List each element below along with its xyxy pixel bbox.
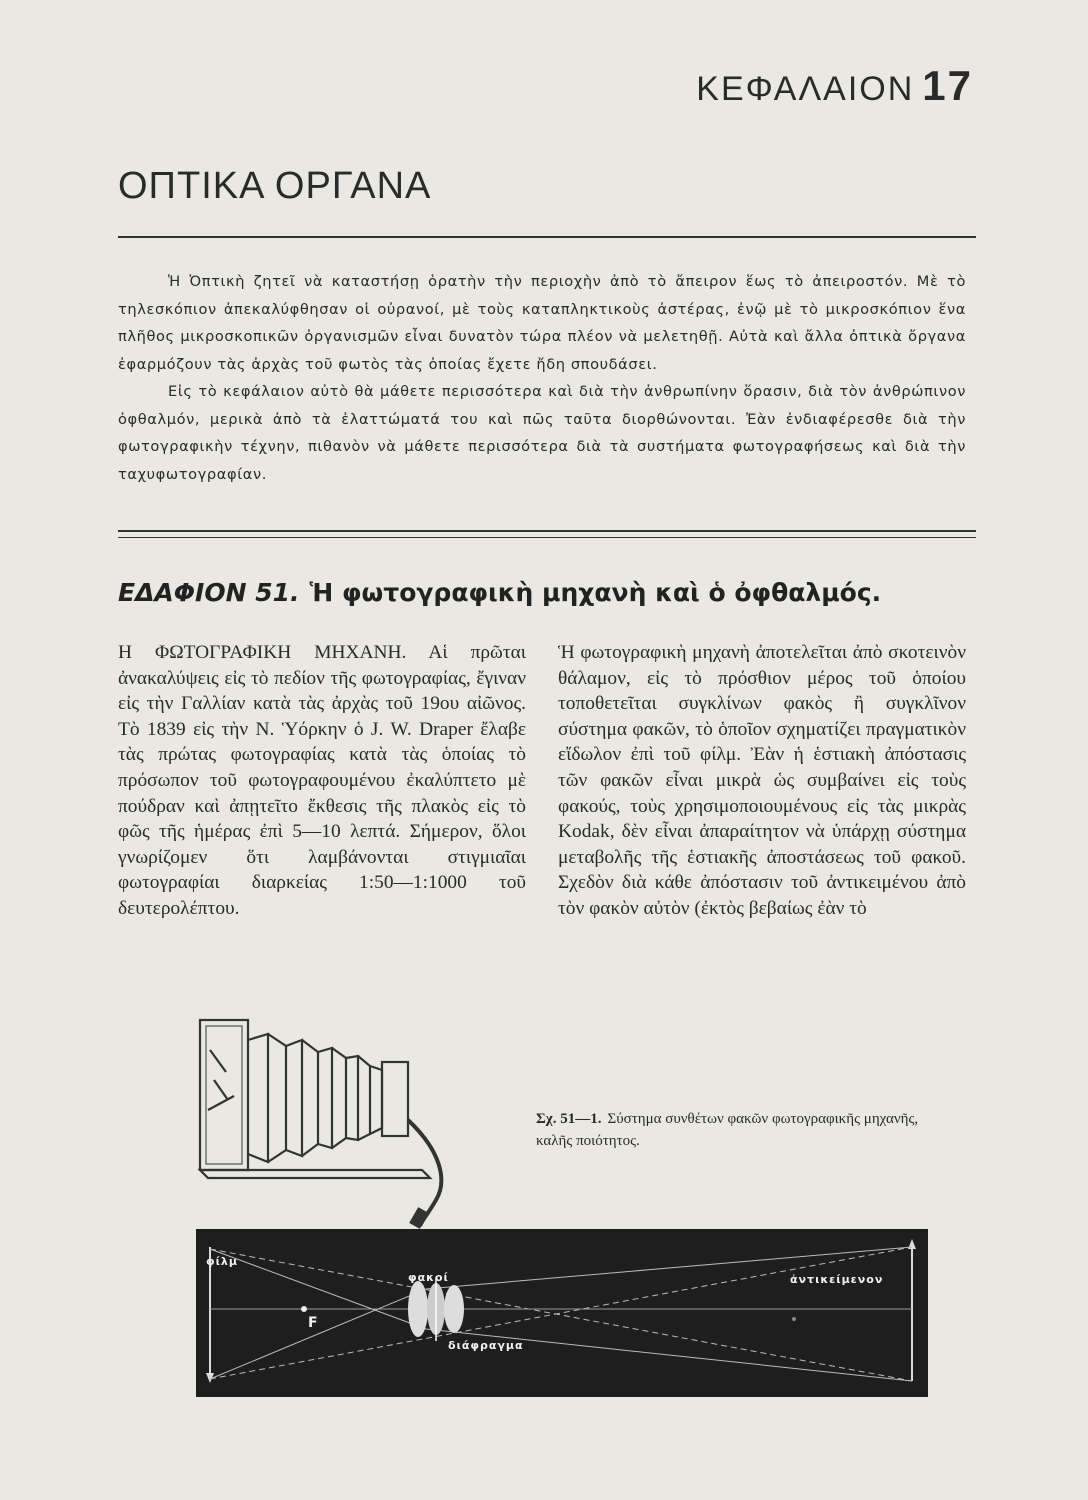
label-diaphragm: διάφραγμα	[448, 1339, 524, 1352]
section-label: ΕΔΑΦΙΟΝ 51.	[118, 578, 300, 607]
intro-text	[118, 268, 966, 488]
section-heading	[118, 578, 881, 607]
chapter-label: ΚΕΦΑΛΑΙΟΝ	[696, 70, 915, 108]
divider-middle-2	[118, 537, 976, 538]
section-title: Ἡ φωτογραφικὴ μηχανὴ καὶ ὁ ὀφθαλμός.	[309, 578, 882, 607]
label-object: ἀντικείμενον	[790, 1273, 884, 1286]
caption-text: Σύστημα συνθέτων φακῶν φωτογραφικῆς μηχανῆς, καλῆς ποιότητος.	[536, 1111, 919, 1149]
divider-top	[118, 236, 976, 238]
chapter-number: 17	[922, 62, 973, 109]
intro-paragraph-2: Εἰς τὸ κεφάλαιον αὐτὸ θὰ μάθετε περισσότερα καὶ διὰ τὴν ἀνθρωπίνην ὅρασιν, διὰ τὸν ἀνθρώπινον ὀφθαλμόν, μερικὰ ἀπὸ τὰ ἐλαττώματά του καὶ πῶς ταῦτα διορθώνονται. Ἐὰν ἐνδιαφέρεσθε διὰ τὴν φωτογραφικὴν τέχνην, πιθανὸν νὰ μάθετε περισσότερα διὰ τὰ συστήματα φωτογραφήσεως καὶ διὰ τὴν ταχυφωτογραφίαν.	[118, 383, 966, 483]
label-film: φίλμ	[206, 1255, 238, 1268]
chapter-title: ΟΠΤΙΚΑ ΟΡΓΑΝΑ	[118, 165, 432, 207]
intro-paragraph-1: Ἡ Ὀπτικὴ ζητεῖ νὰ καταστήσῃ ὁρατὴν τὴν περιοχὴν ἀπὸ τὸ ἄπειρον ἕως τὸ ἀπειροστόν. Μὲ τὸ τηλεσκόπιον ἀπεκαλύφθησαν οἱ οὐρανοί, μὲ τοὺς καταπληκτικοὺς ἀστέρας, ἐνῷ μὲ τὸ μικροσκόπιον ἕνα πλῆθος μικροσκοπικῶν ὀργανισμῶν εἶναι δυνατὸν τώρα πλέον νὰ μελετηθῇ. Αὐτὰ καὶ ἄλλα ὀπτικὰ ὄργανα ἐφαρμόζουν τὰς ἀρχὰς τοῦ φωτὸς τὰς ὁποίας ἔχετε ἤδη σπουδάσει.	[118, 273, 966, 373]
ray-3	[210, 1289, 426, 1379]
label-focus: F	[308, 1315, 319, 1331]
body-column-right	[558, 640, 966, 922]
body-column-left	[118, 640, 526, 922]
caption-label: Σχ. 51—1.	[536, 1111, 602, 1127]
lens-ray-diagram	[196, 1229, 928, 1397]
label-lenses: φακοί	[408, 1271, 449, 1284]
chapter-heading	[696, 62, 973, 110]
lens-group	[408, 1277, 464, 1341]
divider-middle-1	[118, 530, 976, 532]
bellows-camera-illustration	[190, 1010, 450, 1230]
figure-caption	[536, 1108, 956, 1152]
body-text-left: Η ΦΩΤΟΓΡΑΦΙΚΗ ΜΗΧΑΝΗ. Αἱ πρῶται ἀνακαλύψεις εἰς τὸ πεδίον τῆς φωτογραφίας, ἔγιναν εἰς τὴν Γαλλίαν κατὰ τὰς ἀρχὰς τοῦ 19ου αἰῶνος. Τὸ 1839 εἰς τὴν Ν. Ὑόρκην ὁ J. W. Draper ἔλαβε τὰς πρώτας φωτογραφίας κατὰ τὰς ὁποίας τὸ πρόσωπον τοῦ φωτογραφουμένου ἐκαλύπτετο μὲ πούδραν καὶ ἀπῃτεῖτο ἔκθεσις τῆς πλακὸς εἰς τὸ φῶς τῆς ἡμέρας ἐπὶ 5—10 λεπτά. Σήμερον, ὅλοι γνωρίζομεν ὅτι λαμβάνονται στιγμιαῖαι φωτογραφίαι διαρκείας 1:50—1:1000 τοῦ δευτερολέπτου.	[118, 642, 526, 919]
ray-1	[210, 1247, 912, 1379]
ray-6	[426, 1329, 912, 1381]
body-text-right: Ἡ φωτογραφικὴ μηχανὴ ἀποτελεῖται ἀπὸ σκοτεινὸν θάλαμον, εἰς τὸ πρόσθιον μέρος τοῦ ὁποίου τοποθετεῖται συγκλίνων φακὸς ἢ συγκλῖνον σύστημα φακῶν, τὸ ὁποῖον σχηματίζει πραγματικὸν εἴδωλον ἐπὶ τοῦ φίλμ. Ἐὰν ἡ ἑστιακὴ ἀπόστασις τῶν φακῶν εἶναι μικρὰ ὡς συμβαίνει εἰς τοὺς φακούς, τοὺς χρησιμοποιουμένους εἰς τὰς μικρὰς Kodak, δὲν εἶναι ἀπαραίτητον νὰ ὑπάρχῃ σύστημα μεταβολῆς τῆς ἑστιακῆς ἀποστάσεως τοῦ φακοῦ. Σχεδὸν διὰ κάθε ἀπόστασιν τοῦ ἀντικειμένου ἀπὸ τὸν φακὸν αὐτὸν (ἐκτὸς βεβαίως ἐὰν τὸ	[558, 642, 966, 919]
focal-point	[301, 1306, 307, 1312]
